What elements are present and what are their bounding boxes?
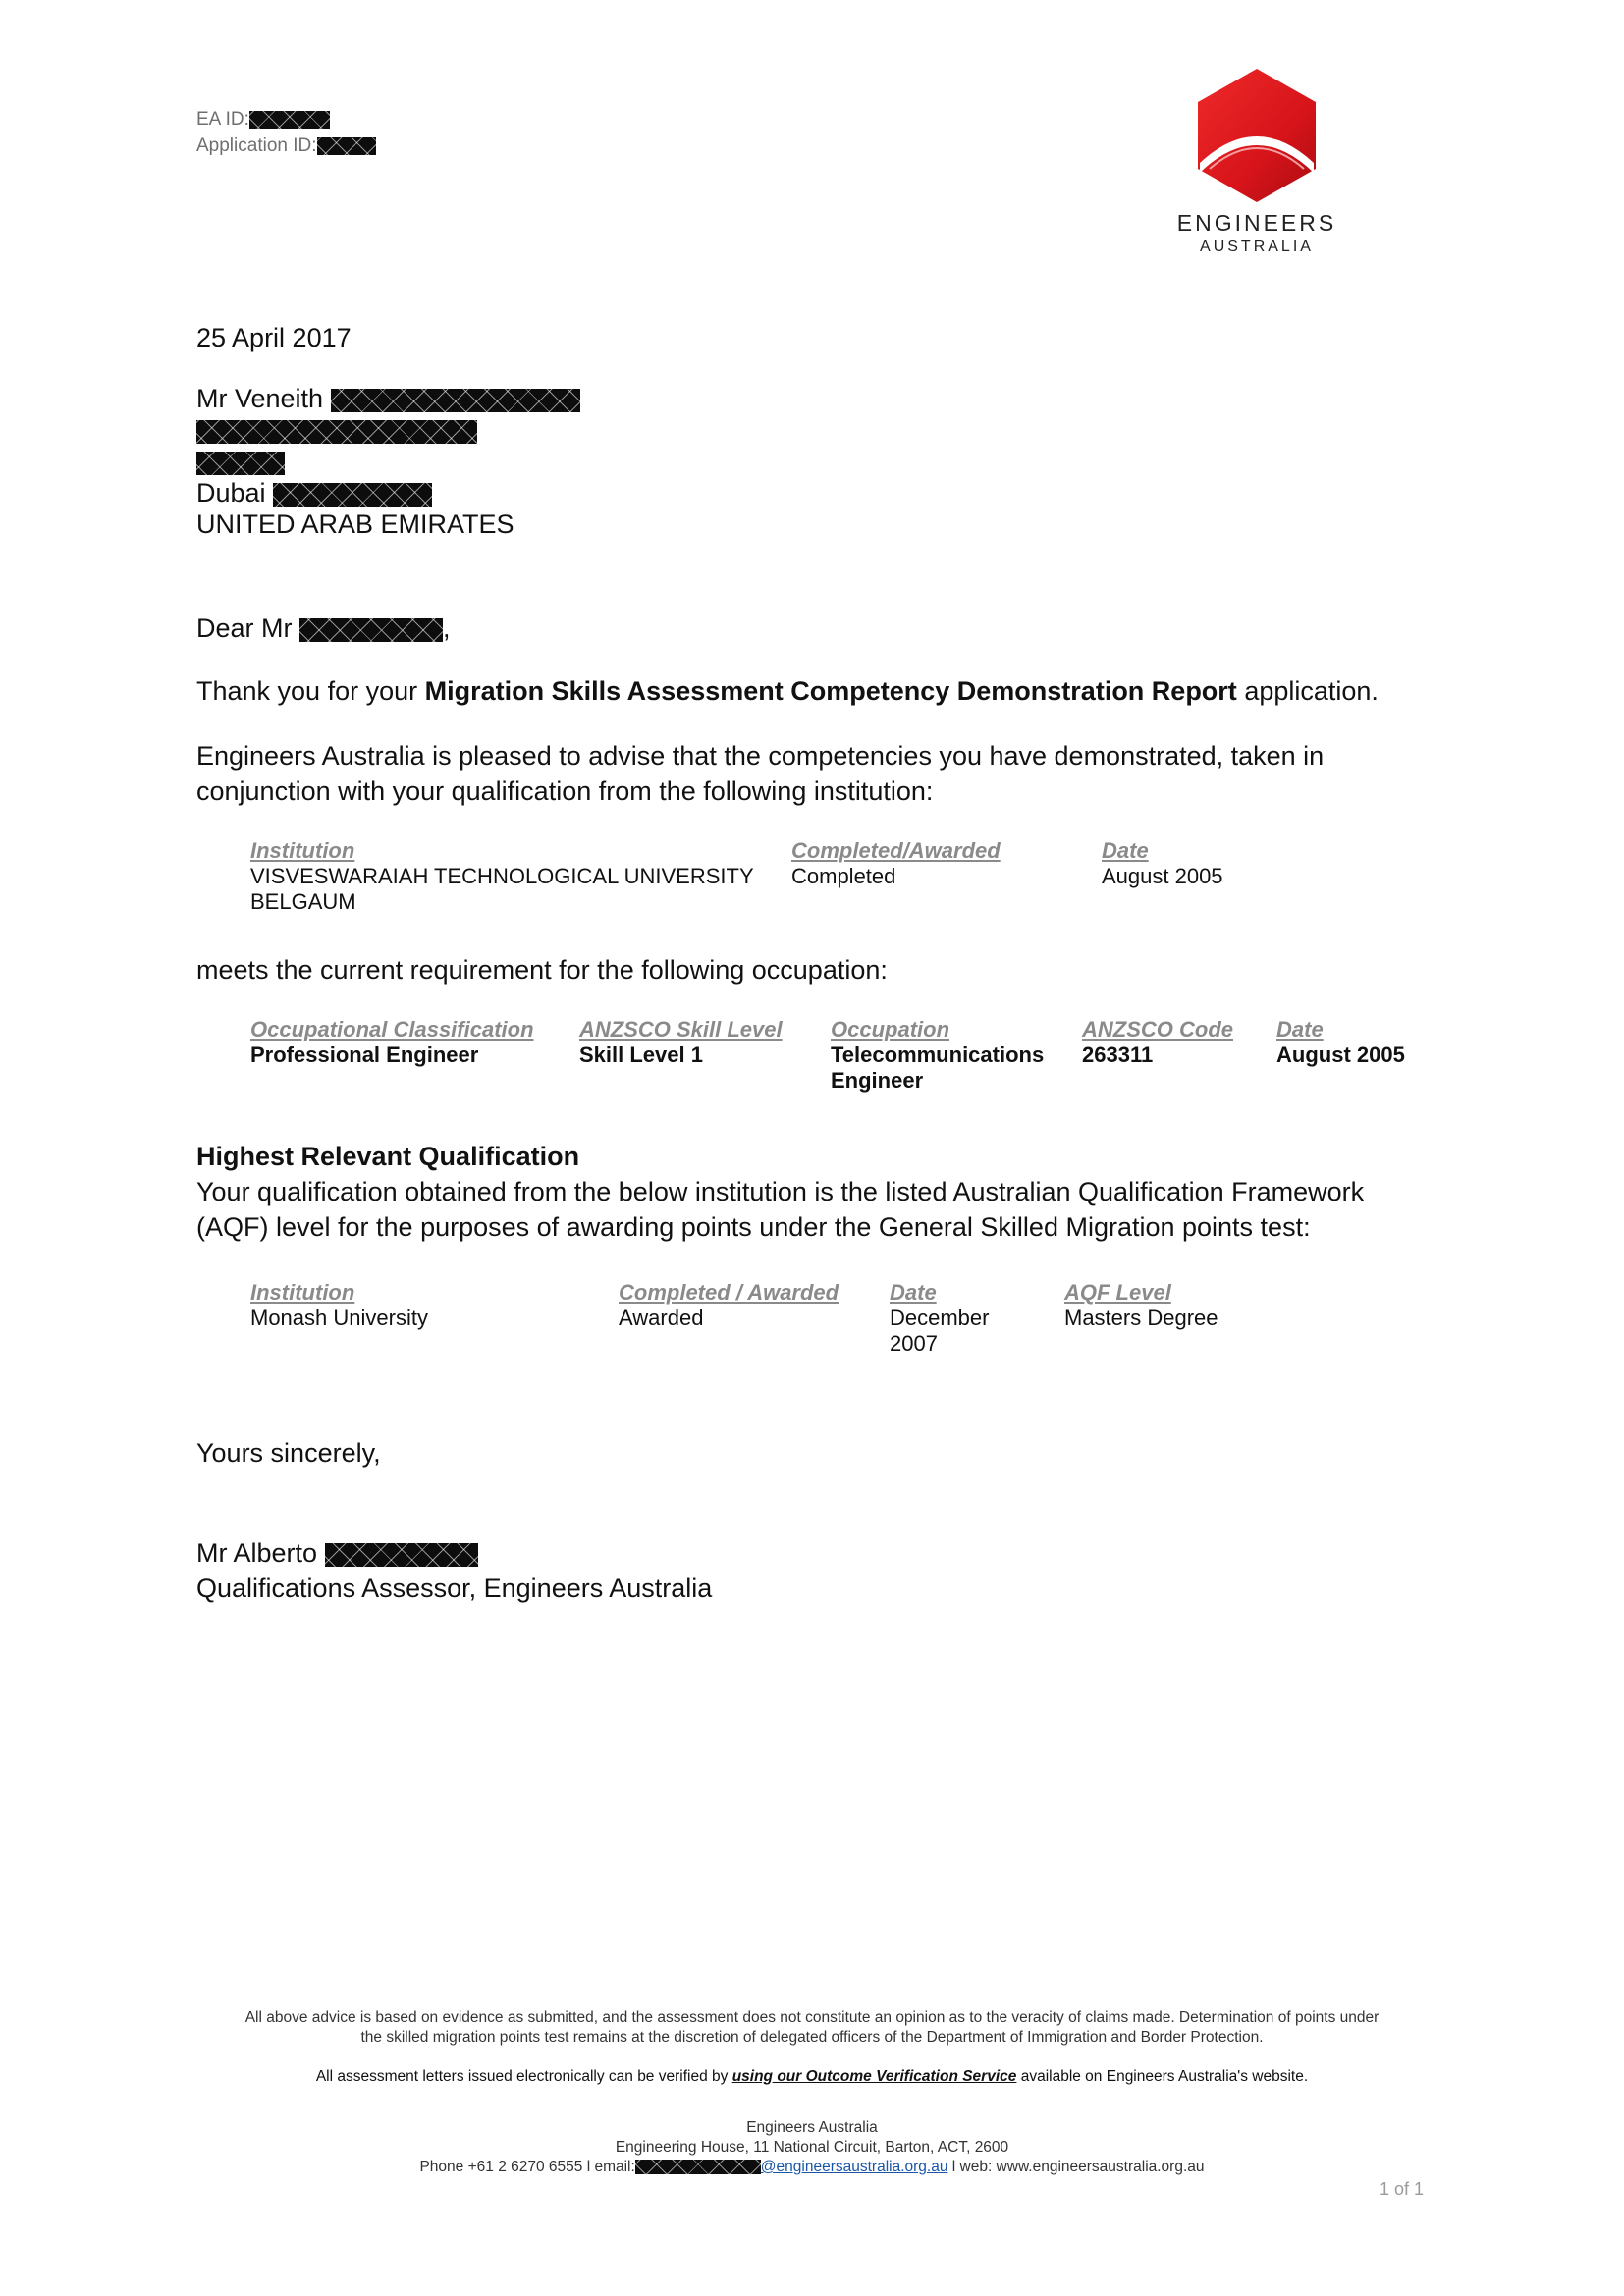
completed-column [791, 838, 1001, 889]
thanks-prefix: Thank you for your [196, 676, 425, 706]
anzsco-code-column [1082, 1017, 1233, 1068]
skill-level-column [579, 1017, 783, 1068]
footer-address: Engineering House, 11 National Circuit, Barton, ACT, 2600 [615, 2139, 1009, 2156]
skill-level-value: Skill Level 1 [579, 1042, 703, 1067]
recipient-city-row [196, 477, 580, 508]
classification-value: Professional Engineer [250, 1042, 479, 1067]
redaction-recipient-surname [331, 389, 580, 412]
disclaimer-line-2: the skilled migration points test remains at the discretion of delegated officers of the Department of Immigration and Border Protection. [360, 2029, 1264, 2046]
aqf-level-column [1064, 1280, 1218, 1331]
footer-web: l web: www.engineersaustralia.org.au [947, 2159, 1205, 2175]
recipient-country: UNITED ARAB EMIRATES [196, 509, 514, 539]
recipient-name: Mr Veneith [196, 384, 324, 413]
institution-name-line1: VISVESWARAIAH TECHNOLOGICAL UNIVERSITY [250, 864, 754, 888]
completed-header: Completed/Awarded [791, 838, 1001, 863]
qual-date-column [890, 1280, 989, 1357]
aqf-level-value: Masters Degree [1064, 1306, 1218, 1330]
occupation-date-header: Date [1276, 1017, 1324, 1041]
verify-prefix: All assessment letters issued electronically can be verified by [315, 2068, 732, 2085]
institution-table [250, 838, 1330, 917]
institution-name-line2: BELGAUM [250, 889, 356, 914]
date-value: August 2005 [1102, 864, 1223, 888]
redaction-ea-id [249, 111, 330, 129]
redaction-email-user [635, 2160, 761, 2174]
thanks-suffix: application. [1236, 676, 1379, 706]
anzsco-code-value: 263311 [1082, 1042, 1154, 1067]
qual-completed-header: Completed / Awarded [619, 1280, 839, 1305]
qual-institution-header: Institution [250, 1280, 355, 1305]
hrq-paragraph [196, 1174, 1364, 1245]
ea-id-row [196, 106, 376, 133]
occupation-column [831, 1017, 1044, 1094]
verify-suffix: available on Engineers Australia's website. [1016, 2068, 1309, 2085]
redaction-postal [273, 483, 432, 507]
qual-date-line2: 2007 [890, 1331, 938, 1356]
advise-line-2: conjunction with your qualification from the following institution: [196, 776, 934, 806]
thanks-paragraph [196, 673, 1379, 709]
signer-name-row [196, 1535, 712, 1571]
classification-column [250, 1017, 534, 1068]
salutation-prefix: Dear Mr [196, 614, 293, 643]
hrq-line-1: Your qualification obtained from the below institution is the listed Australian Qualification Framework [196, 1177, 1365, 1206]
signer-block [196, 1535, 712, 1606]
ea-id-label: EA ID: [196, 109, 249, 130]
occupation-table [250, 1017, 1429, 1095]
signer-title: Qualifications Assessor, Engineers Australia [196, 1574, 713, 1603]
skill-level-header: ANZSCO Skill Level [579, 1017, 783, 1041]
occupation-date-column [1276, 1017, 1405, 1068]
recipient-address-line2 [196, 446, 580, 477]
engineers-australia-logo [1154, 59, 1360, 256]
logo-text-australia: AUSTRALIA [1200, 239, 1314, 255]
signer-name: Mr Alberto [196, 1538, 318, 1568]
header-ids [196, 106, 376, 159]
redaction-salutation-name [299, 618, 443, 642]
qualification-table [250, 1280, 1330, 1359]
footer-email-link[interactable]: @engineersaustralia.org.au [760, 2159, 948, 2175]
qual-institution-value: Monash University [250, 1306, 428, 1330]
recipient-address-line1 [196, 414, 580, 446]
occupation-header: Occupation [831, 1017, 950, 1041]
qual-institution-column [250, 1280, 428, 1331]
footer-org-name: Engineers Australia [746, 2119, 878, 2136]
salutation [196, 611, 451, 646]
application-id-row [196, 133, 376, 159]
redaction-address-line2 [196, 452, 285, 475]
application-id-label: Application ID: [196, 135, 317, 156]
institution-header: Institution [250, 838, 355, 863]
recipient-city: Dubai [196, 478, 266, 507]
hrq-line-2: (AQF) level for the purposes of awarding points under the General Skilled Migration points test: [196, 1212, 1311, 1242]
qual-completed-value: Awarded [619, 1306, 704, 1330]
meets-requirement-text: meets the current requirement for the following occupation: [196, 955, 888, 985]
classification-header: Occupational Classification [250, 1017, 534, 1041]
hrq-title: Highest Relevant Qualification [196, 1142, 580, 1171]
logo-text-engineers: ENGINEERS [1176, 210, 1337, 236]
qual-date-line1: December [890, 1306, 990, 1330]
footer-contact [157, 2118, 1467, 2177]
advise-line-1: Engineers Australia is pleased to advise that the competencies you have demonstrated, taken in [196, 741, 1325, 771]
outcome-verification-link[interactable]: using our Outcome Verification Service [731, 2068, 1017, 2085]
institution-column [250, 838, 754, 915]
redaction-signer-surname [325, 1543, 478, 1567]
advise-paragraph [196, 738, 1324, 809]
hexagon-logo-icon [1188, 59, 1326, 206]
closing: Yours sincerely, [196, 1438, 381, 1468]
footer-phone: Phone +61 2 6270 6555 l email: [419, 2159, 635, 2175]
redaction-address-line1 [196, 420, 477, 444]
salutation-suffix: , [443, 614, 451, 643]
footer-phone-row [157, 2158, 1467, 2177]
qual-date-header: Date [890, 1280, 937, 1305]
footer-disclaimer [157, 2008, 1467, 2048]
aqf-level-header: AQF Level [1064, 1280, 1171, 1305]
occupation-value-line2: Engineer [831, 1068, 924, 1093]
disclaimer-line-1: All above advice is based on evidence as submitted, and the assessment does not constitute an opinion as to the veracity of claims made. Determination of points under [244, 2009, 1380, 2026]
completed-value: Completed [791, 864, 896, 888]
application-type: Migration Skills Assessment Competency Demonstration Report [424, 676, 1237, 706]
footer-verify [157, 2067, 1467, 2087]
date-header: Date [1102, 838, 1149, 863]
redaction-application-id [317, 137, 376, 155]
occupation-date-value: August 2005 [1276, 1042, 1405, 1067]
letter-date: 25 April 2017 [196, 323, 352, 352]
recipient-name-row [196, 383, 580, 414]
qual-completed-column [619, 1280, 839, 1331]
occupation-value-line1: Telecommunications [831, 1042, 1045, 1067]
recipient-address [196, 383, 580, 540]
anzsco-code-header: ANZSCO Code [1082, 1017, 1233, 1041]
date-column [1102, 838, 1223, 889]
page-number: 1 of 1 [1380, 2179, 1425, 2199]
